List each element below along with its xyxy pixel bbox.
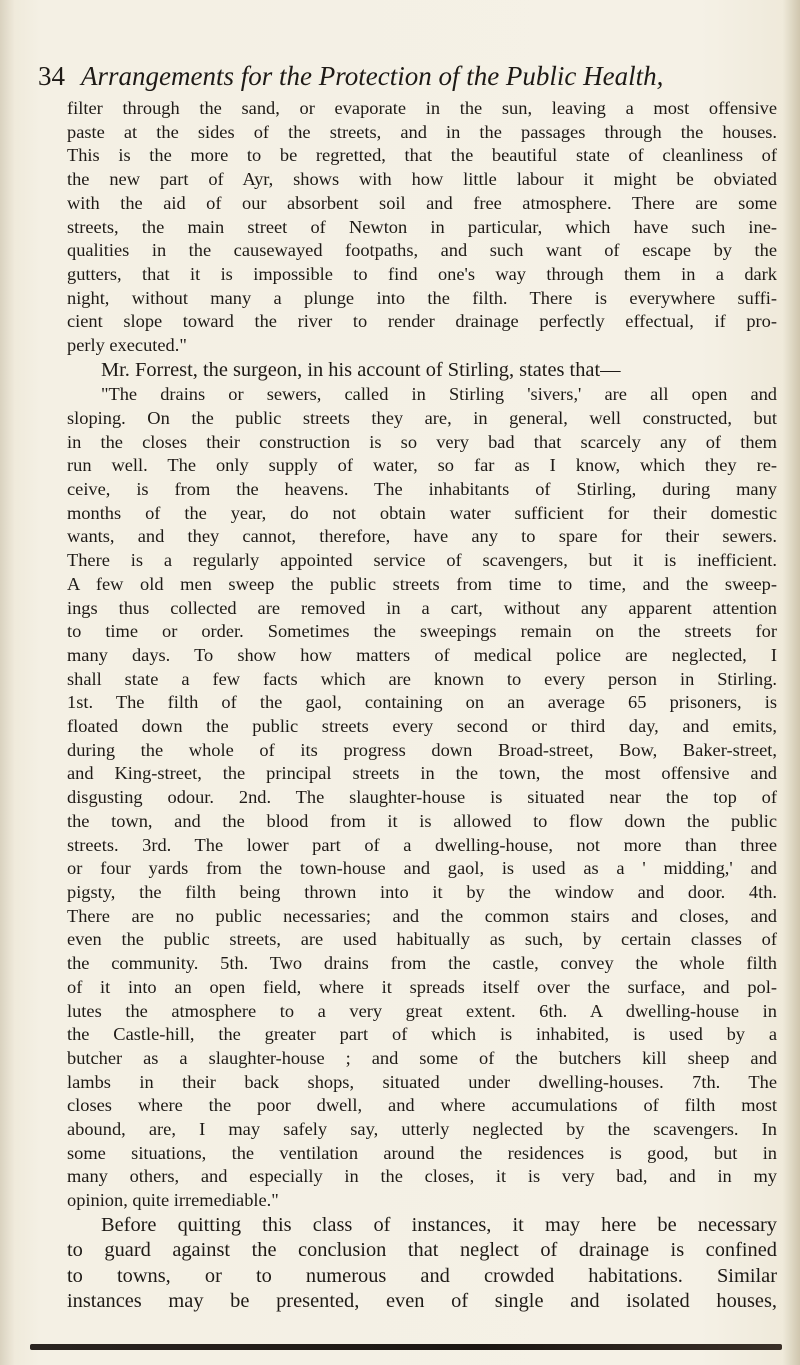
text-line: run well. The only supply of water, so far as I know, which they re- xyxy=(67,455,777,476)
text-line: This is the more to be regretted, that the beautiful state of cleanliness of xyxy=(67,145,777,166)
text-line: sloping. On the public streets they are, in general, well constructed, but xyxy=(67,407,777,428)
text-line: many days. To show how matters of medical police are neglected, I xyxy=(67,644,777,665)
text-line: even the public streets, are used habitually as such, by certain classes of xyxy=(67,929,777,950)
text-line: with the aid of our absorbent soil and free atmosphere. There are some xyxy=(67,192,777,213)
text-line: ceive, is from the heavens. The inhabitants of Stirling, during many xyxy=(67,479,777,500)
text-line: the town, and the blood from it is allowed to flow down the public xyxy=(67,810,777,831)
text-line: to time or order. Sometimes the sweepings remain on the streets for xyxy=(67,621,777,642)
text-line: Mr. Forrest, the surgeon, in his account of Stirling, states that— xyxy=(101,358,621,381)
text-line: ings thus collected are removed in a cart, without any apparent attention xyxy=(67,597,777,618)
text-line: to towns, or to numerous and crowded habitations. Similar xyxy=(67,1264,777,1287)
text-line: closes where the poor dwell, and where accumulations of filth most xyxy=(67,1095,777,1116)
text-line: floated down the public streets every second or third day, and emits, xyxy=(67,716,777,737)
text-line: wants, and they cannot, therefore, have any to spare for their sewers. xyxy=(67,526,777,547)
text-line: butcher as a slaughter-house ; and some of the butchers kill sheep and xyxy=(67,1047,777,1068)
running-header xyxy=(38,60,778,92)
text-line: or four yards from the town-house and gaol, is used as a ' midding,' and xyxy=(67,858,777,879)
text-line: of it into an open field, where it spreads itself over the surface, and pol- xyxy=(67,976,777,997)
text-line: filter through the sand, or evaporate in the sun, leaving a most offensive xyxy=(67,98,777,118)
page-binding-edge xyxy=(0,0,14,1365)
text-line: and King-street, the principal streets in the town, the most offensive and xyxy=(67,763,777,784)
text-line: opinion, quite irremediable." xyxy=(67,1190,279,1211)
text-line: streets. 3rd. The lower part of a dwelling-house, not more than three xyxy=(67,834,777,855)
text-line: night, without many a plunge into the filth. There is everywhere suffi- xyxy=(67,287,777,308)
text-line: the community. 5th. Two drains from the castle, convey the whole filth xyxy=(67,953,777,974)
text-line: shall state a few facts which are known to every person in Stirling. xyxy=(67,668,777,689)
paragraph xyxy=(67,1213,777,1315)
text-line: during the whole of its progress down Broad-street, Bow, Baker-street, xyxy=(67,739,777,760)
text-line: to guard against the conclusion that neglect of drainage is confined xyxy=(67,1239,777,1262)
text-line: "The drains or sewers, called in Stirling 'sivers,' are all open and xyxy=(101,384,777,405)
page-fore-edge xyxy=(782,0,800,1365)
text-line: many others, and especially in the closes, it is very bad, and in my xyxy=(67,1166,777,1187)
paragraph xyxy=(67,358,777,1213)
text-line: streets, the main street of Newton in particular, which have such ine- xyxy=(67,216,777,237)
text-line: There is a regularly appointed service of scavengers, but it is inefficient. xyxy=(67,550,777,571)
text-line: pigsty, the filth being thrown into it by the window and door. 4th. xyxy=(67,882,777,902)
text-line: There are no public necessaries; and the common stairs and closes, and xyxy=(67,905,777,926)
text-line: the Castle-hill, the greater part of which is inhabited, is used by a xyxy=(67,1024,777,1045)
text-line: paste at the sides of the streets, and in the passages through the houses. xyxy=(67,121,777,142)
text-line: cient slope toward the river to render drainage perfectly effectual, if pro- xyxy=(67,311,777,332)
page-number: 34 xyxy=(38,61,65,91)
paragraph xyxy=(67,97,777,358)
text-line: perly executed." xyxy=(67,335,187,356)
text-line: abound, are, I may safely say, utterly neglected by the scavengers. In xyxy=(67,1119,777,1140)
text-line: 1st. The filth of the gaol, containing on an average 65 prisoners, is xyxy=(67,692,777,713)
running-title: Arrangements for the Protection of the Public Health, xyxy=(81,61,664,91)
text-line: A few old men sweep the public streets from time to time, and the sweep- xyxy=(67,573,777,594)
body-text xyxy=(67,97,777,1315)
text-line: some situations, the ventilation around the residences is good, but in xyxy=(67,1142,777,1163)
text-line: lambs in their back shops, situated under dwelling-houses. 7th. The xyxy=(67,1071,777,1092)
text-line: lutes the atmosphere to a very great extent. 6th. A dwelling-house in xyxy=(67,1000,777,1021)
text-line: the new part of Ayr, shows with how little labour it might be obviated xyxy=(67,169,777,190)
text-line: gutters, that it is impossible to find one's way through them in a dark xyxy=(67,263,777,284)
text-line: months of the year, do not obtain water sufficient for their domestic xyxy=(67,502,777,523)
bottom-page-edge xyxy=(30,1344,782,1350)
text-line: qualities in the causewayed footpaths, and such want of escape by the xyxy=(67,240,777,261)
text-line: instances may be presented, even of single and isolated houses, xyxy=(67,1290,777,1313)
text-line: Before quitting this class of instances, it may here be necessary xyxy=(101,1213,777,1236)
text-line: disgusting odour. 2nd. The slaughter-house is situated near the top of xyxy=(67,787,777,808)
text-line: in the closes their construction is so very bad that scarcely any of them xyxy=(67,431,777,452)
